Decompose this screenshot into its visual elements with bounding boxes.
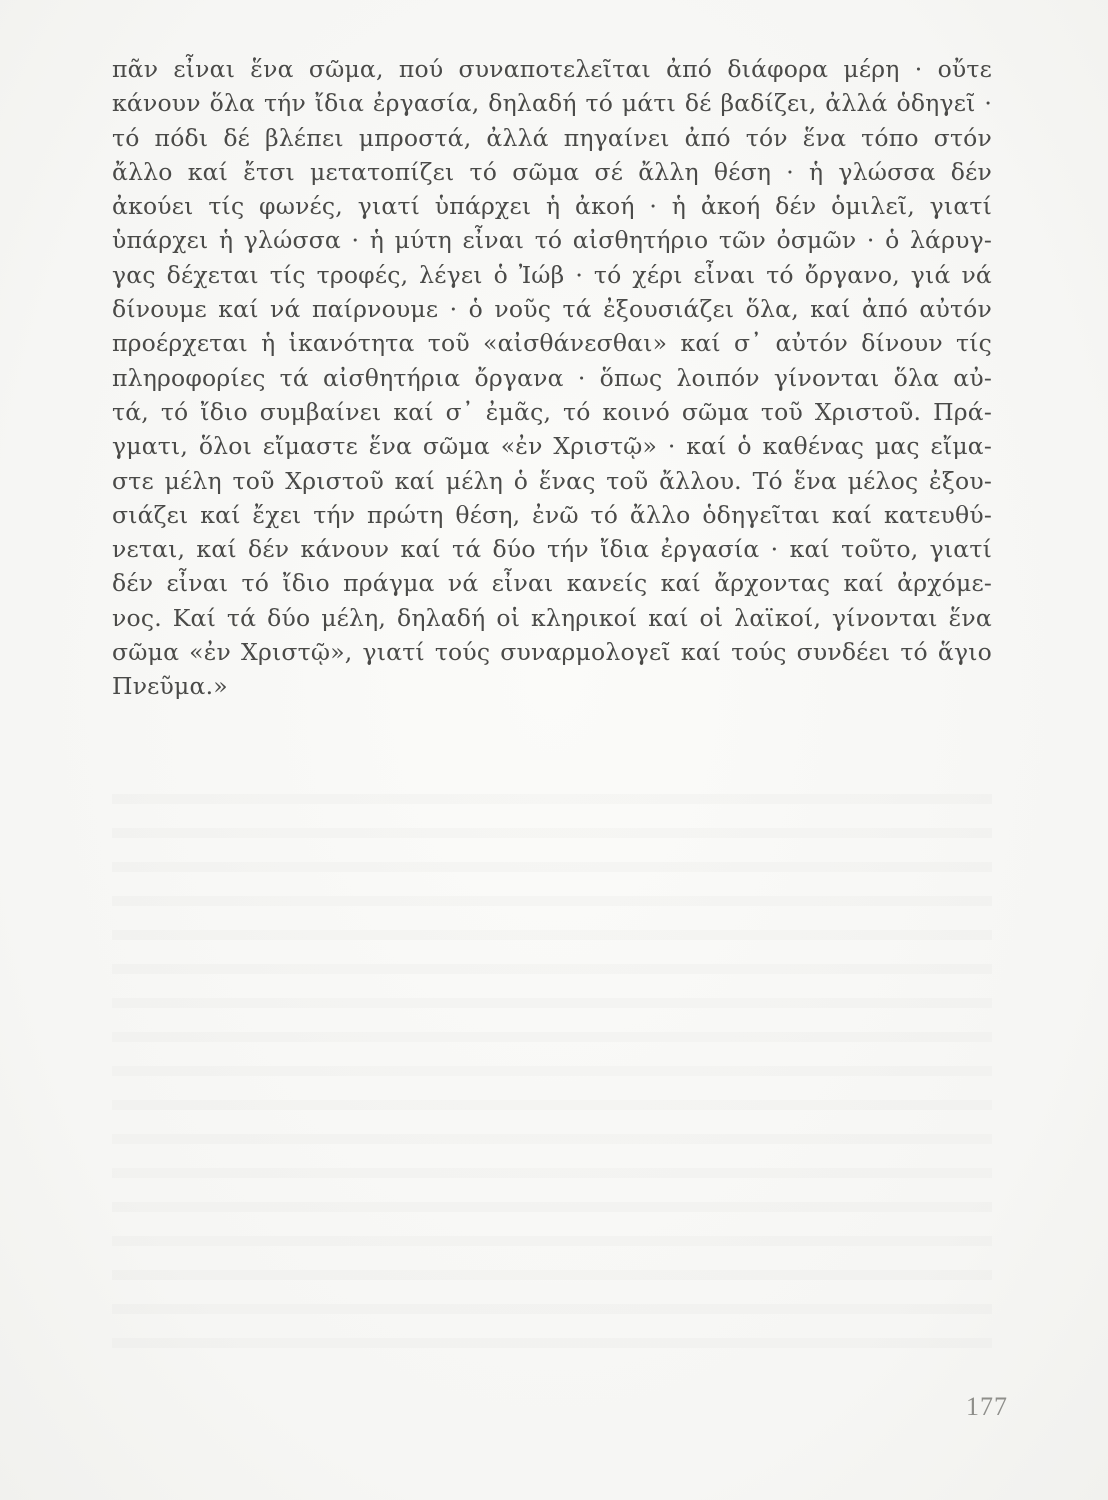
text-line: δέν εἶναι τό ἴδιο πράγμα νά εἶναι κανείς καί ἄρχοντας καί ἀρχόμε- — [112, 569, 992, 598]
text-line: ἄλλο καί ἔτσι μετατοπίζει τό σῶμα σέ ἄλλη θέση · ἡ γλώσσα δέν — [112, 157, 992, 186]
text-line: γματι, ὅλοι εἴμαστε ἕνα σῶμα «ἐν Χριστῷ» · καί ὁ καθένας μας εἴμα- — [112, 432, 992, 461]
text-line: τά, τό ἴδιο συμβαίνει καί σ᾽ ἐμᾶς, τό κοινό σῶμα τοῦ Χριστοῦ. Πρά- — [112, 397, 992, 426]
text-line: δίνουμε καί νά παίρνουμε · ὁ νοῦς τά ἐξουσιάζει ὅλα, καί ἀπό αὐτόν — [112, 295, 992, 324]
text-line: νος. Καί τά δύο μέλη, δηλαδή οἱ κληρικοί καί οἱ λαϊκοί, γίνονται ἕνα — [112, 603, 992, 632]
paper-show-through — [112, 770, 992, 1370]
text-line: σιάζει καί ἔχει τήν πρώτη θέση, ἐνῶ τό ἄλλο ὁδηγεῖται καί κατευθύ- — [112, 500, 992, 529]
text-line: γας δέχεται τίς τροφές, λέγει ὁ Ἰώβ · τό χέρι εἶναι τό ὄργανο, γιά νά — [112, 260, 992, 289]
text-line-last: Πνεῦμα.» — [112, 672, 228, 701]
text-line: κάνουν ὅλα τήν ἴδια ἐργασία, δηλαδή τό μάτι δέ βαδίζει, ἀλλά ὁδηγεῖ · — [112, 89, 992, 118]
text-line: στε μέλη τοῦ Χριστοῦ καί μέλη ὁ ἕνας τοῦ ἄλλου. Τό ἕνα μέλος ἐξου- — [112, 466, 992, 495]
body-text — [112, 52, 992, 704]
text-line: σῶμα «ἐν Χριστῷ», γιατί τούς συναρμολογεῖ καί τούς συνδέει τό ἅγιο — [112, 638, 992, 667]
text-line: τό πόδι δέ βλέπει μπροστά, ἀλλά πηγαίνει ἀπό τόν ἕνα τόπο στόν — [112, 123, 992, 152]
text-line: νεται, καί δέν κάνουν καί τά δύο τήν ἴδια ἐργασία · καί τοῦτο, γιατί — [112, 535, 992, 564]
text-line: ὑπάρχει ἡ γλώσσα · ἡ μύτη εἶναι τό αἰσθητήριο τῶν ὀσμῶν · ὁ λάρυγ- — [112, 226, 992, 255]
text-line: προέρχεται ἡ ἱκανότητα τοῦ «αἰσθάνεσθαι» καί σ᾽ αὐτόν δίνουν τίς — [112, 329, 992, 358]
text-line: ἀκούει τίς φωνές, γιατί ὑπάρχει ἡ ἀκοή · ἡ ἀκοή δέν ὁμιλεῖ, γιατί — [112, 192, 992, 221]
page-number: 177 — [966, 1392, 1008, 1421]
text-line: πᾶν εἶναι ἕνα σῶμα, πού συναποτελεῖται ἀπό διάφορα μέρη · οὔτε — [112, 55, 992, 83]
text-line: πληροφορίες τά αἰσθητήρια ὄργανα · ὅπως λοιπόν γίνονται ὅλα αὐ- — [112, 363, 992, 392]
